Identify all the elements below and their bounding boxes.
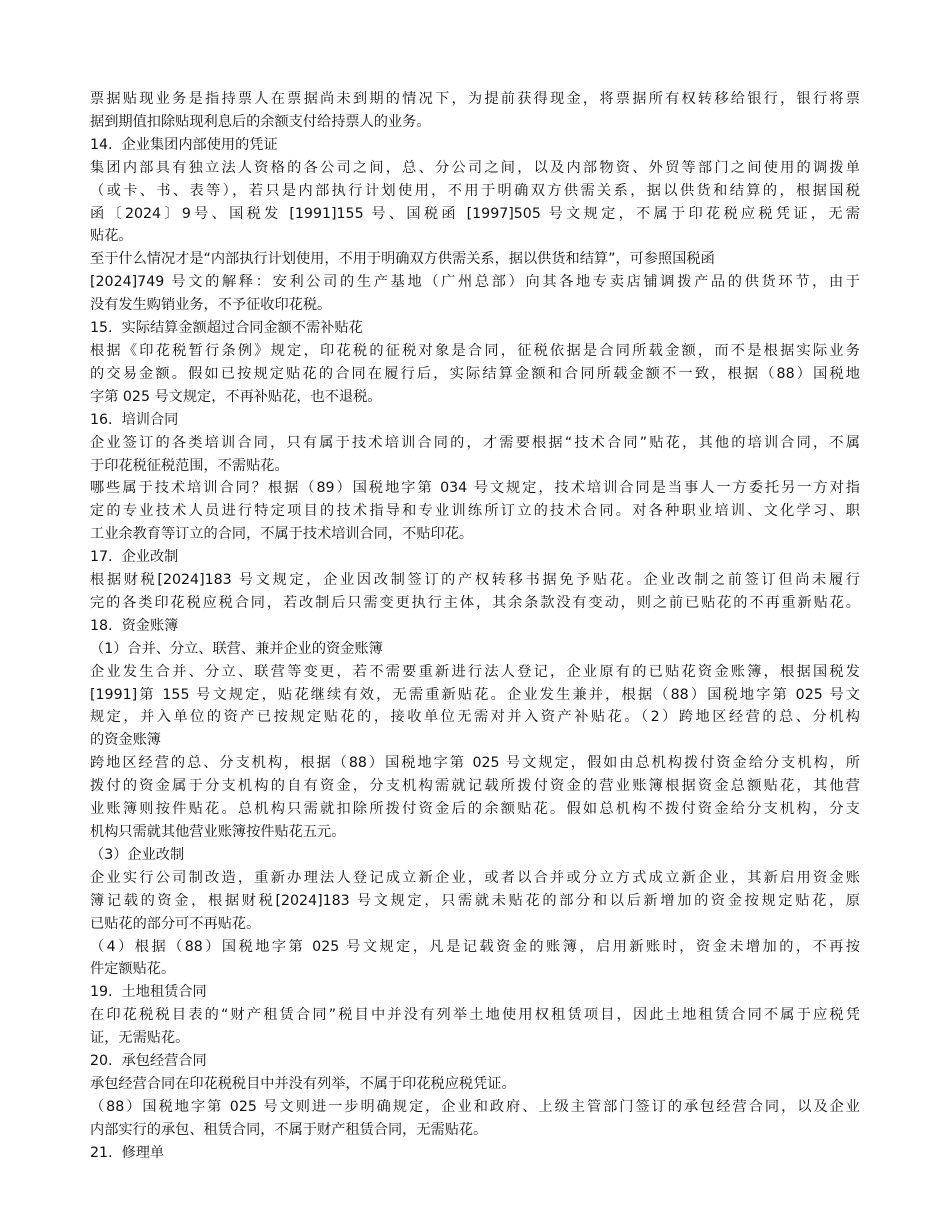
section-heading: 19. 土地租赁合同 — [90, 984, 207, 1001]
section-heading: 15. 实际结算金额超过合同金额不需补贴花 — [90, 320, 363, 337]
text-line: 业账簿则按件贴花。总机构只需就扣除所拨付资金后的余额贴花。假如总机构不拨付资金给分支机构，分支 — [90, 801, 860, 818]
text-line: 贴花。 — [90, 228, 133, 245]
text-line: 没有发生购销业务，不予征收印花税。 — [90, 297, 332, 314]
text-line: 票据贴现业务是指持票人在票据尚未到期的情况下，为提前获得现金，将票据所有权转移给银行，银行将票 — [90, 91, 860, 107]
text-line: 于印花税征税范围，不需贴花。 — [90, 457, 289, 474]
text-line: 至于什么情况才是“内部执行计划使用，不用于明确双方供需关系，据以供货和结算”，可参照国税函 — [90, 251, 715, 268]
text-line: 在印花税税目表的“财产租赁合同”税目中并没有列举土地使用权租赁项目，因此土地租赁合同不属于应税凭 — [90, 1007, 860, 1024]
text-line: 拨付的资金属于分支机构的自有资金，分支机构需就记载所拨付资金的营业账簿根据资金总额贴花，其他营 — [90, 778, 860, 795]
section-heading: 17. 企业改制 — [90, 549, 179, 566]
text-line: 完的各类印花税应税合同，若改制后只需变更执行主体，其余条款没有变动，则之前已贴花的不再重新贴花。 — [90, 594, 860, 611]
text-line: （88）国税地字第 025 号文则进一步明确规定，企业和政府、上级主管部门签订的承包经营合同，以及企业 — [90, 1098, 860, 1115]
text-line: （或卡、书、表等），若只是内部执行计划使用，不用于明确双方供需关系，据以供货和结算的，根据国税 — [90, 182, 860, 199]
text-line: 根据财税[2024]183 号文规定，企业因改制签订的产权转移书据免予贴花。企业改制之前签订但尚未履行 — [90, 572, 860, 589]
text-line: 已贴花的部分可不再贴花。 — [90, 915, 261, 932]
section-heading: 14. 企业集团内部使用的凭证 — [90, 136, 278, 153]
text-line: 的交易金额。假如已按规定贴花的合同在履行后，实际结算金额和合同所载金额不一致，根据（88）国税地 — [90, 365, 860, 382]
text-line: 根据《印花税暂行条例》规定，印花税的征税对象是合同，征税依据是合同所载金额，而不是根据实际业务 — [90, 342, 860, 359]
text-line: 簿记载的资金，根据财税[2024]183 号文规定，只需就未贴花的部分和以后新增加的资金按规定贴花，原 — [90, 892, 860, 909]
text-line: 据到期值扣除贴现利息后的余额支付给持票人的业务。 — [90, 113, 431, 130]
text-line: 企业发生合并、分立、联营等变更，若不需要重新进行法人登记，企业原有的已贴花资金账簿，根据国税发 — [90, 663, 860, 680]
section-heading: 16. 培训合同 — [90, 411, 179, 428]
text-line: 字第 025 号文规定，不再补贴花，也不退税。 — [90, 388, 382, 405]
text-line: （3）企业改制 — [90, 846, 185, 863]
section-heading: 18. 资金账簿 — [90, 617, 179, 634]
document-body — [90, 88, 860, 1165]
text-line: 集团内部具有独立法人资格的各公司之间，总、分公司之间，以及内部物资、外贸等部门之间使用的调拨单 — [90, 159, 860, 176]
text-line: 承包经营合同在印花税税目中并没有列举，不属于印花税应税凭证。 — [90, 1075, 516, 1092]
text-line: 企业实行公司制改造，重新办理法人登记成立新企业，或者以合并或分立方式成立新企业，其新启用资金账 — [90, 869, 860, 886]
text-line: [2024]749 号文的解释：安利公司的生产基地（广州总部）向其各地专卖店铺调拨产品的供货环节，由于 — [90, 274, 860, 291]
text-line: 定的专业技术人员进行特定项目的技术指导和专业训练所订立的技术合同。对各种职业培训、文化学习、职 — [90, 503, 860, 520]
text-line: 跨地区经营的总、分支机构，根据（88）国税地字第 025 号文规定，假如由总机构拨付资金给分支机构，所 — [90, 755, 860, 772]
section-heading: 21. 修理单 — [90, 1144, 165, 1161]
text-line: （4）根据（88）国税地字第 025 号文规定，凡是记载资金的账簿，启用新账时，资金未增加的，不再按 — [90, 938, 860, 955]
text-line: 企业签订的各类培训合同，只有属于技术培训合同的，才需要根据“技术合同”贴花，其他的培训合同，不属 — [90, 434, 860, 451]
text-line: 规定，并入单位的资产已按规定贴花的，接收单位无需对并入资产补贴花。（2）跨地区经营的总、分机构 — [90, 709, 860, 726]
text-line: （1）合并、分立、联营、兼并企业的资金账簿 — [90, 640, 383, 657]
text-line: 的资金账簿 — [90, 732, 161, 749]
text-line: 机构只需就其他营业账簿按件贴花五元。 — [90, 824, 346, 840]
text-line: 工业余教育等订立的合同，不属于技术培训合同，不贴印花。 — [90, 526, 474, 543]
text-line: 哪些属于技术培训合同？根据（89）国税地字第 034 号文规定，技术培训合同是当事人一方委托另一方对指 — [90, 480, 860, 497]
text-line: 件定额贴花。 — [90, 961, 176, 978]
text-line: [1991]第 155 号文规定，贴花继续有效，无需重新贴花。企业发生兼并，根据（88）国税地字第 025 号文 — [90, 686, 860, 703]
text-line: 函〔2024〕9号、国税发 [1991]155 号、国税函 [1997]505 号文规定，不属于印花税应税凭证，无需 — [90, 205, 860, 222]
section-heading: 20. 承包经营合同 — [90, 1053, 207, 1070]
text-line: 证，无需贴花。 — [90, 1030, 190, 1047]
text-line: 内部实行的承包、租赁合同，不属于财产租赁合同，无需贴花。 — [90, 1121, 488, 1138]
